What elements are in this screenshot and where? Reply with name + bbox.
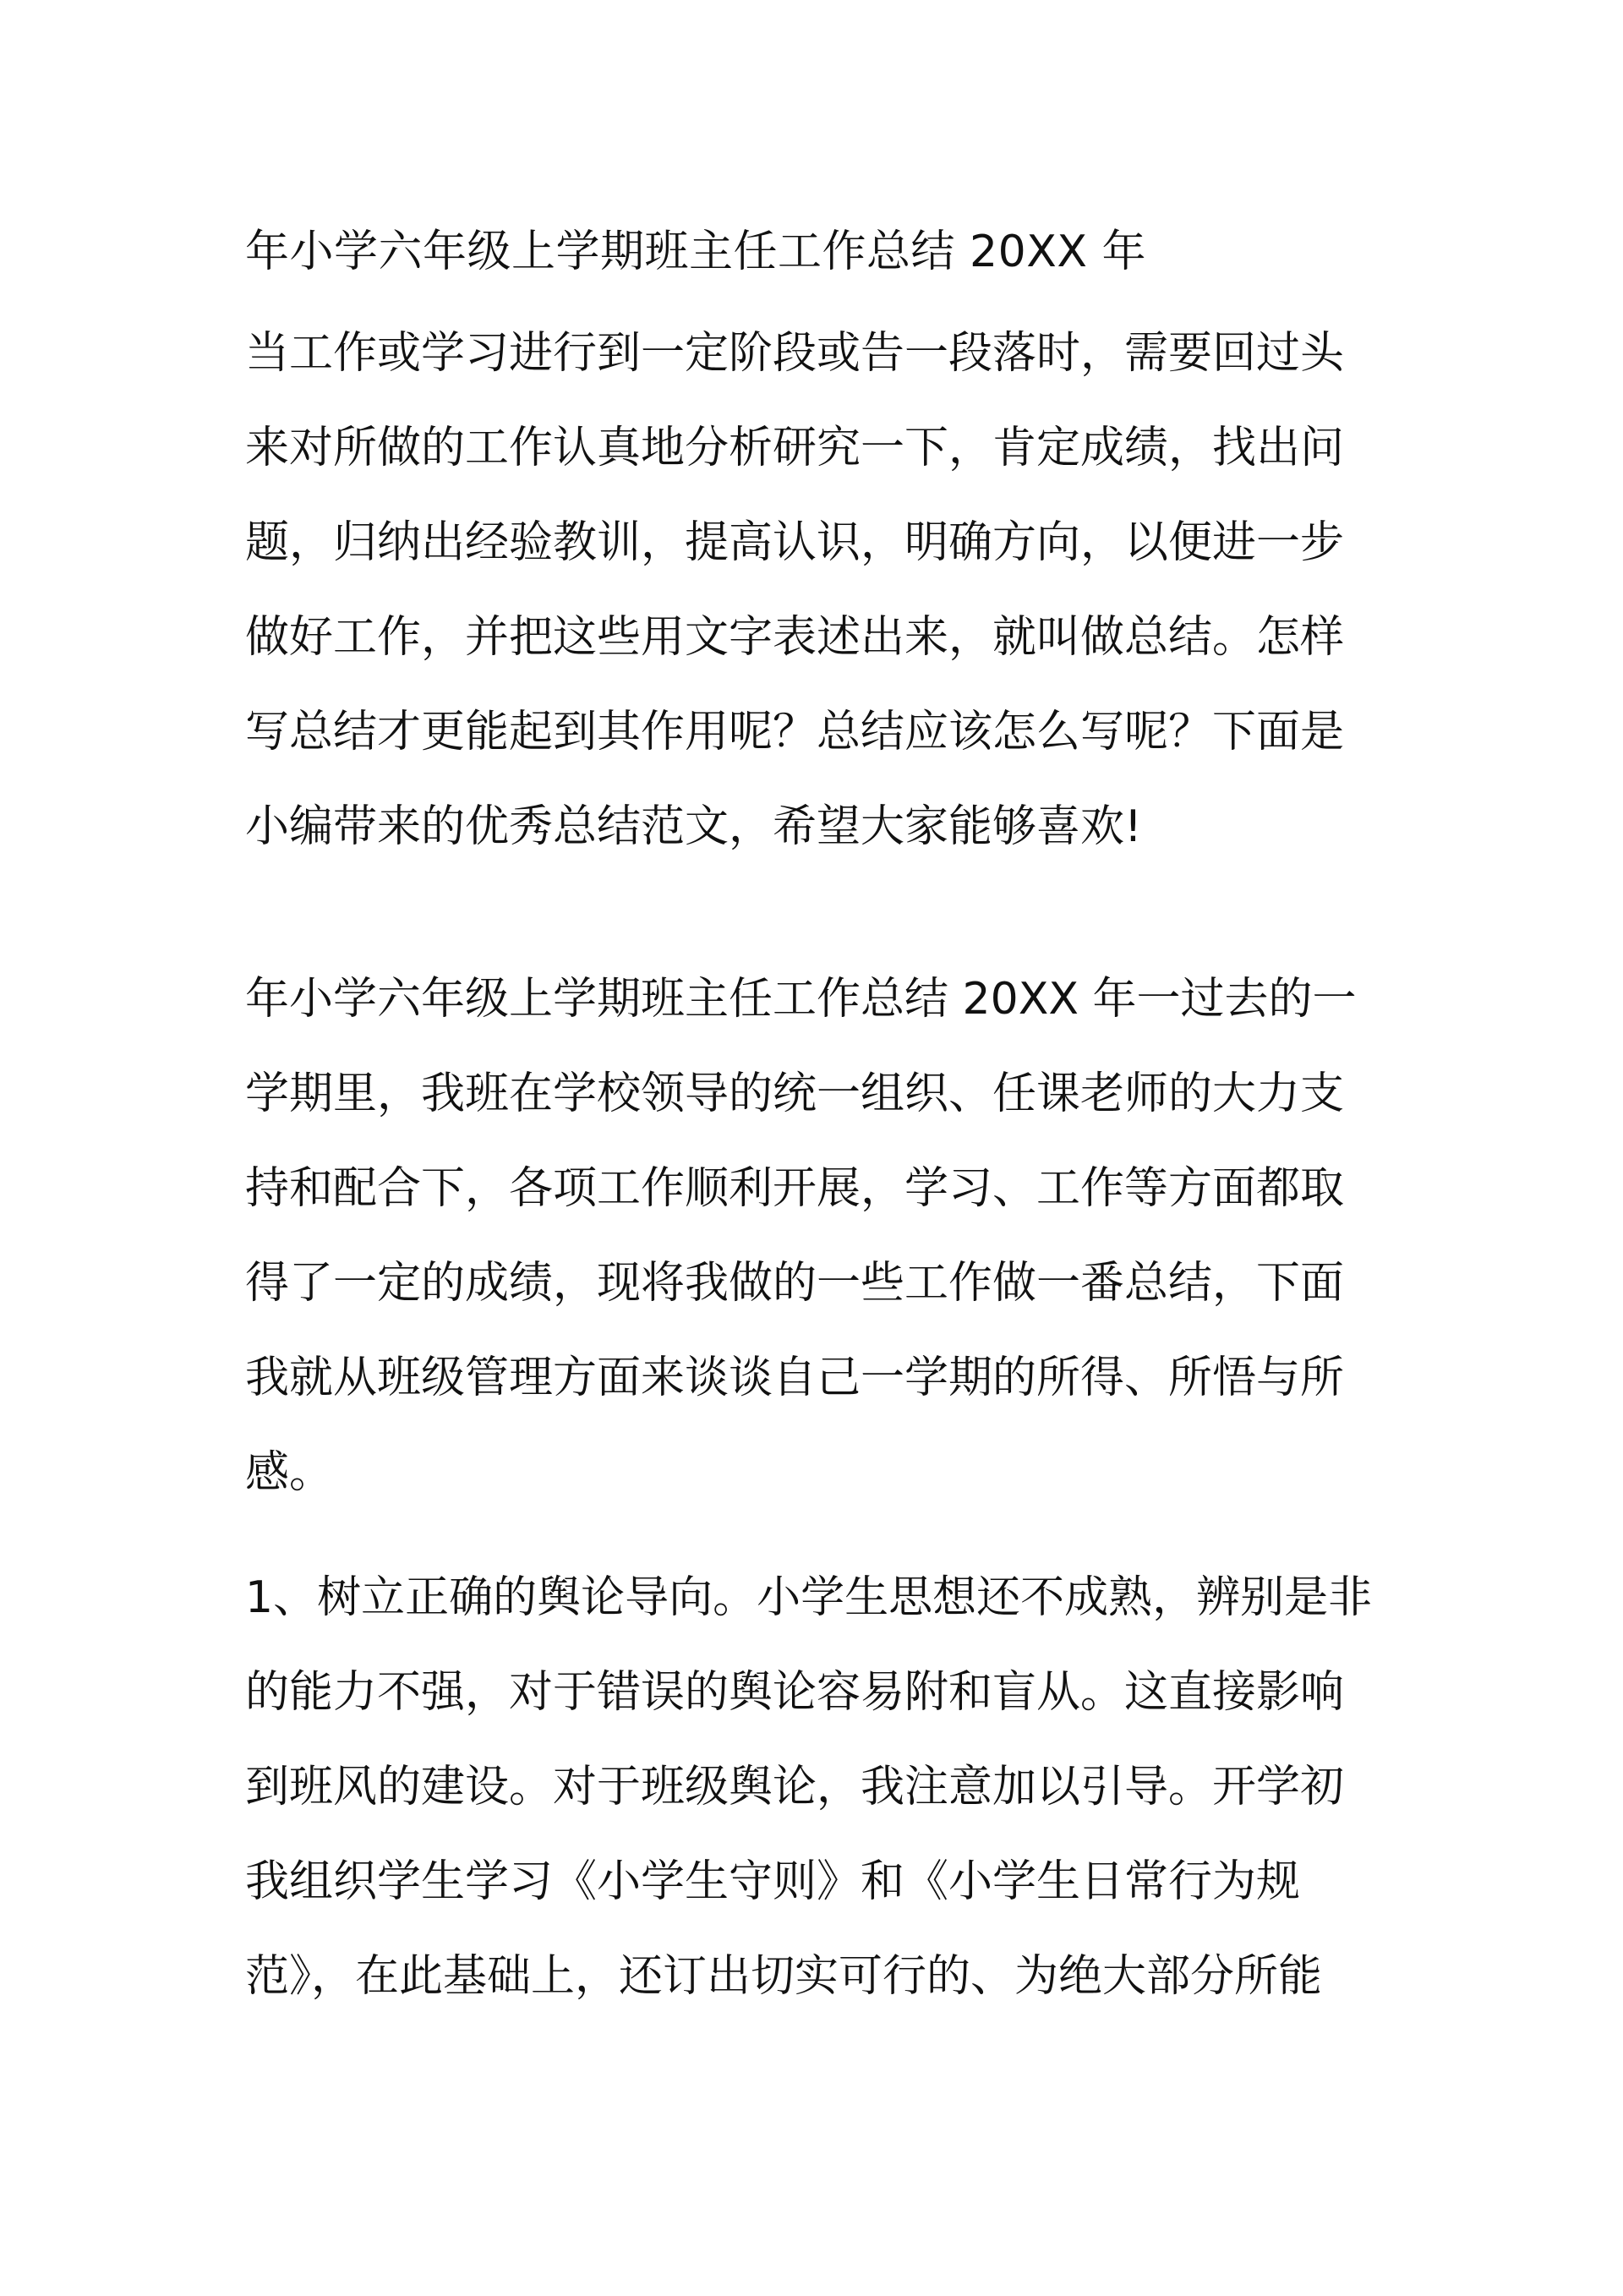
text-line: 我组织学生学习《小学生守则》和《小学生日常行为规	[245, 1856, 1301, 1907]
text-line: 做好工作，并把这些用文字表述出来，就叫做总结。怎样	[245, 612, 1345, 663]
text-line: 范》，在此基础上，还订出切实可行的、为绝大部分所能	[245, 1951, 1323, 2002]
text-line: 来对所做的工作认真地分析研究一下，肯定成绩，找出问	[245, 423, 1345, 473]
text-line: 年小学六年级上学期班主任工作总结 20XX 年一过去的一	[245, 974, 1357, 1025]
text-line: 写总结才更能起到其作用呢？总结应该怎么写呢？下面是	[245, 707, 1345, 757]
text-line: 学期里，我班在学校领导的统一组织、任课老师的大力支	[245, 1069, 1345, 1119]
text-line: 感。	[245, 1447, 334, 1498]
text-line: 小编带来的优秀总结范文，希望大家能够喜欢!	[245, 801, 1142, 852]
paragraph-summary-opening	[245, 952, 1386, 1520]
paragraph-intro	[245, 306, 1386, 874]
text-line: 我就从班级管理方面来谈谈自己一学期的所得、所悟与所	[245, 1353, 1345, 1403]
paragraph-point-1	[245, 1550, 1386, 2024]
text-line: 得了一定的成绩，现将我做的一些工作做一番总结，下面	[245, 1258, 1345, 1309]
text-line: 当工作或学习进行到一定阶段或告一段落时，需要回过头	[245, 328, 1345, 379]
text-line: 的能力不强，对于错误的舆论容易附和盲从。这直接影响	[245, 1667, 1345, 1718]
text-line: 题，归纳出经验教训，提高认识，明确方向，以便进一步	[245, 517, 1345, 568]
text-line: 1、树立正确的舆论导向。小学生思想还不成熟，辨别是非	[245, 1572, 1373, 1623]
text-line: 持和配合下，各项工作顺利开展，学习、工作等方面都取	[245, 1163, 1345, 1214]
text-line: 到班风的建设。对于班级舆论，我注意加以引导。开学初	[245, 1762, 1345, 1812]
document-title: 年小学六年级上学期班主任工作总结 20XX 年	[245, 227, 1146, 277]
